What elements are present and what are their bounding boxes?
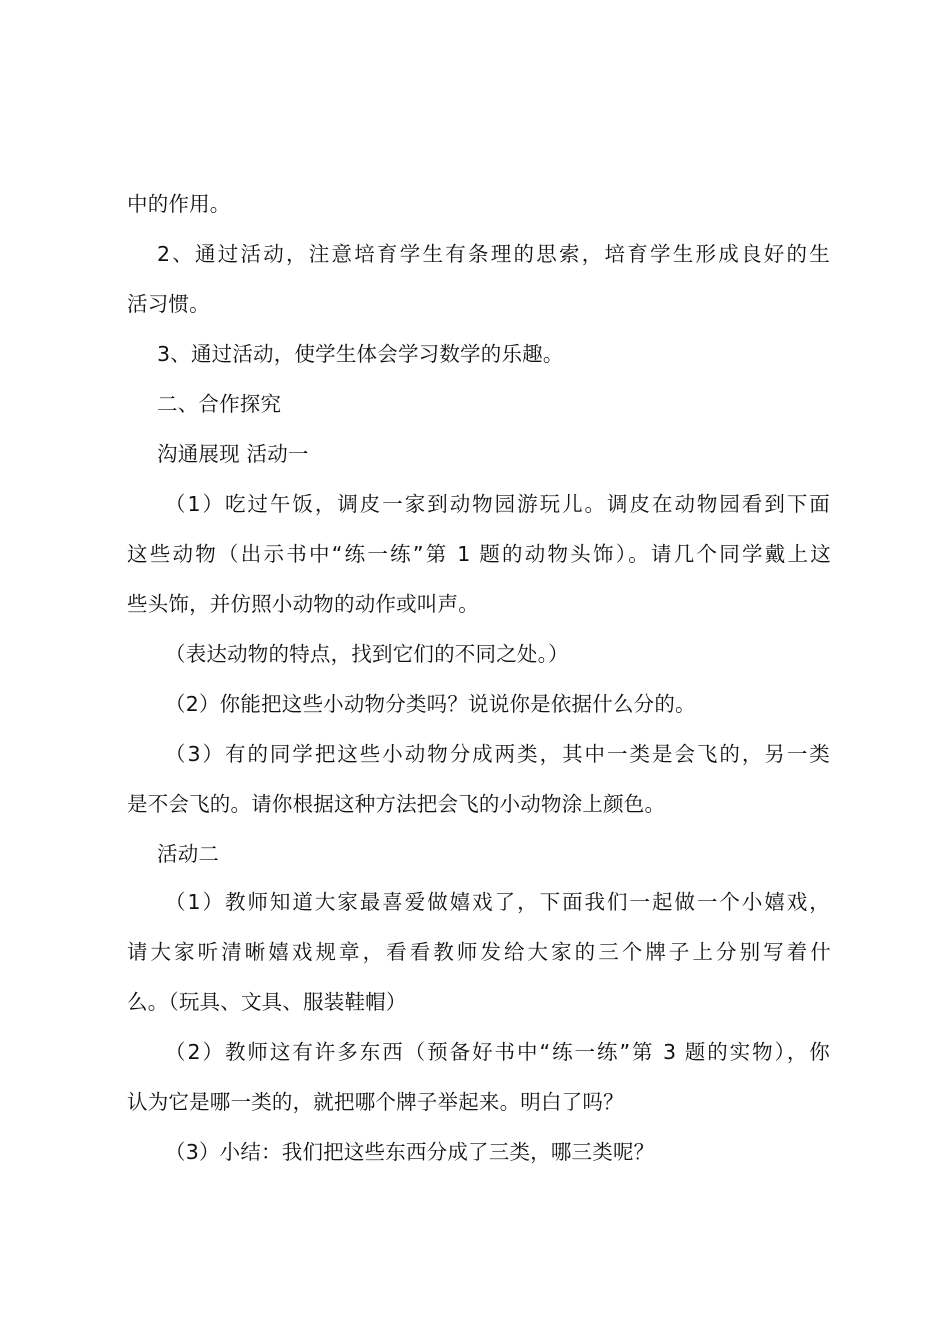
paragraph-line: 请大家听清晰嬉戏规章，看看教师发给大家的三个牌子上分别写着什: [127, 940, 831, 964]
paragraph-line: 么。（玩具、文具、服装鞋帽）: [127, 990, 407, 1014]
paragraph-line: （3）小结：我们把这些东西分成了三类，哪三类呢？: [165, 1140, 655, 1164]
paragraph-line: 是不会飞的。请你根据这种方法把会飞的小动物涂上颜色。: [127, 792, 666, 816]
paragraph-line: （表达动物的特点，找到它们的不同之处。）: [165, 642, 569, 666]
paragraph-line: 3、通过活动，使学生体会学习数学的乐趣。: [157, 342, 564, 366]
paragraph-line: （1）教师知道大家最喜爱做嬉戏了，下面我们一起做一个小嬉戏，: [165, 890, 830, 914]
paragraph-line: （2）你能把这些小动物分类吗？说说你是依据什么分的。: [165, 692, 696, 716]
paragraph-line: 认为它是哪一类的，就把哪个牌子举起来。明白了吗？: [127, 1090, 624, 1114]
paragraph-line: 2、通过活动，注意培育学生有条理的思索，培育学生形成良好的生: [157, 242, 830, 266]
paragraph-line: （1）吃过午饭，调皮一家到动物园游玩儿。调皮在动物园看到下面: [165, 492, 830, 516]
paragraph-line: 中的作用。: [127, 192, 231, 216]
paragraph-line: （3）有的同学把这些小动物分成两类，其中一类是会飞的，另一类: [165, 742, 830, 766]
paragraph-line: 这些动物（出示书中“练一练”第 1 题的动物头饰）。请几个同学戴上这: [127, 542, 831, 566]
section-heading: 二、合作探究: [157, 392, 282, 416]
paragraph-line: （2）教师这有许多东西（预备好书中“练一练”第 3 题的实物），你: [165, 1040, 830, 1064]
paragraph-line: 些头饰，并仿照小动物的动作或叫声。: [127, 592, 479, 616]
activity-heading: 活动二: [157, 842, 220, 866]
paragraph-line: 活习惯。: [127, 292, 210, 316]
activity-heading: 沟通展现 活动一: [157, 442, 309, 466]
